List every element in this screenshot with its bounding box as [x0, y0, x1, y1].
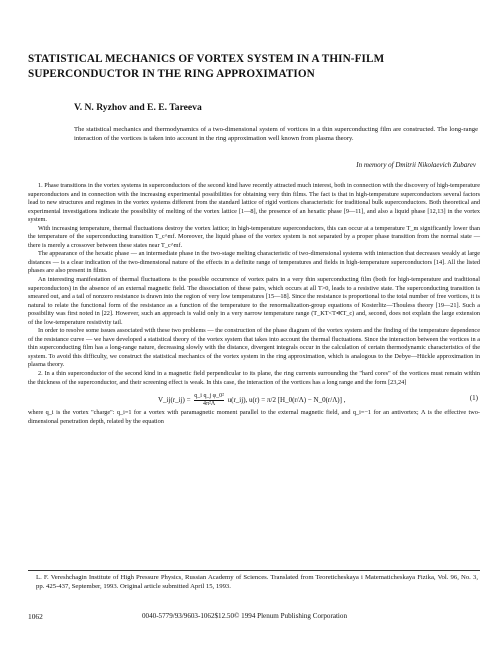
paragraph-2: With increasing temperature, thermal fluctuations destroy the vortex lattice; in high-temperature superconductors, this can occur at a temperature T_m significantly lower than the temperature of the superconducting transition T_c^mf. Moreover, the liquid phase of the vortex system is not separated by a proper phase transition from the normal state — there is merely a crossover between these states near T_c^mf.: [28, 224, 480, 249]
equation-rhs: π/2 [H_0(r/Λ) − N_0(r/Λ)] ,: [266, 396, 346, 405]
paper-title: STATISTICAL MECHANICS OF VORTEX SYSTEM IN A THIN-FILM SUPERCONDUCTOR IN THE RING APPROXIMATION: [28, 53, 385, 80]
paragraph-5: In order to resolve some issues associated with these two problems — the construction of the phase diagram of the vortex system and the finding of the temperature dependence of the resistance curve — we have developed a statistical theory of the vortex system that takes into account the thermal fluctuations. Since the interaction between the vortices in a thin superconducting film has a long-range nature, decreasing slowly with the distance, divergent integrals occur in the calculation of certain thermodynamic characteristics of the system. To avoid this difficulty, we construct the statistical mechanics of the vortex system in the ring approximation, which is analogous to the Debye—Hückle approximation in plasma theory.: [28, 327, 480, 369]
paragraph-3: The appearance of the hexatic phase — an intermediate phase in the two-stage melting characteristic of two-dimensional systems with interaction that decreases weakly at large distances — is a clear indication of the two-dimensional nature of the effects in a definite range of temperatures and fields in high-temperature superconductors [14]. All the listed phases are also present in films.: [28, 250, 480, 275]
equation-body: [158, 393, 345, 408]
paper-authors: V. N. Ryzhov and E. E. Tareeva: [74, 102, 202, 113]
equation-number: (1): [469, 394, 478, 403]
dedication: In memory of Dmitrii Nikolaevich Zubarev: [356, 161, 476, 169]
paragraph-4: An interesting manifestation of thermal fluctuations is the possible occurrence of vortex pairs in a very thin superconducting film (both for high-temperature and traditional superconductors) in the absence of an external magnetic field. The dissociation of these pairs, which occurs at all T>0, leads to a resistive state. The superconducting transition is smeared out, and a tail of nonzero resistance is drawn into the region of very low temperatures [15—18]. Since the resistance is proportional to the total number of free vortices, it is natural to relate the functional form of the resistance as a function of the temperature to the renormalization-group equations of Kosterlitz—Thouless theory [19—21]. Such a possibility was first noted in [22]. However, such an approach is valid only in a very narrow temperature range (T_KT<T≪T_c) and, second, does not explain the large extension of the low-temperature resistivity tail.: [28, 276, 480, 326]
equation-fraction: [194, 393, 224, 408]
fraction-denominator: 4π²Λ: [202, 401, 216, 408]
footnote-divider: [28, 570, 480, 571]
footnote: L. F. Vereshchagin Institute of High Pressure Physics, Russian Academy of Sciences. Translated from Teoreticheskaya i Matematicheskaya Fizika, Vol. 96, No. 3, pp. 425-437, September, 1993. Original article submitted April 15, 1993.: [36, 574, 478, 590]
equation-lhs: V_ij(r_ij) =: [158, 396, 191, 405]
paragraph-6: 2. In a thin superconductor of the second kind in a magnetic field perpendicular to its plane, the ring currents surrounding the "hard cores" of the vortices must remain within the thickness of the superconductor, and their screening effect is weak. In this case, the interaction of the vortices has a long range and the form [23,24]: [28, 370, 480, 386]
equation-1: [28, 389, 480, 407]
abstract: The statistical mechanics and thermodynamics of a two-dimensional system of vortices in a thin superconducting film are constructed. The long-range interaction of the vortices is taken into account in the ring approximation well known from plasma theory.: [74, 126, 478, 143]
page-number: 1062: [28, 612, 43, 621]
body-text: [28, 182, 480, 426]
paragraph-after-equation: where q_i is the vortex "charge": q_i=1 for a vortex with paramagnetic moment parallel to the external magnetic field, and q_i=−1 for an antivortex; Λ is the effective two-dimensional penetration depth, related by the equation: [28, 409, 480, 425]
copyright-line: 0040-5779/93/9603-1062$12.50© 1994 Plenum Publishing Corporation: [142, 612, 347, 620]
equation-mid: u(r_ij), u(r) =: [227, 396, 266, 405]
fraction-numerator: q_i q_j φ_0²: [194, 393, 224, 400]
paragraph-1: 1. Phase transitions in the vortex systems in superconductors of the second kind have recently attracted much interest, both in connection with the discovery of high-temperature superconductors and in connection with the increasing experimental possibilities for obtaining very thin films. The fact is that in high-temperature superconductors several factors lead to new structures and regimes in the vortex systems different from the standard lattice of rigid vortices characteristic for traditional bulk superconductors. Both theoretical and experimental investigations indicate the possibility of melting of the vortex lattice [1—8], the presence of an hexatic phase [9—11], and also a liquid phase [12,13] in the vortex system.: [28, 182, 480, 224]
